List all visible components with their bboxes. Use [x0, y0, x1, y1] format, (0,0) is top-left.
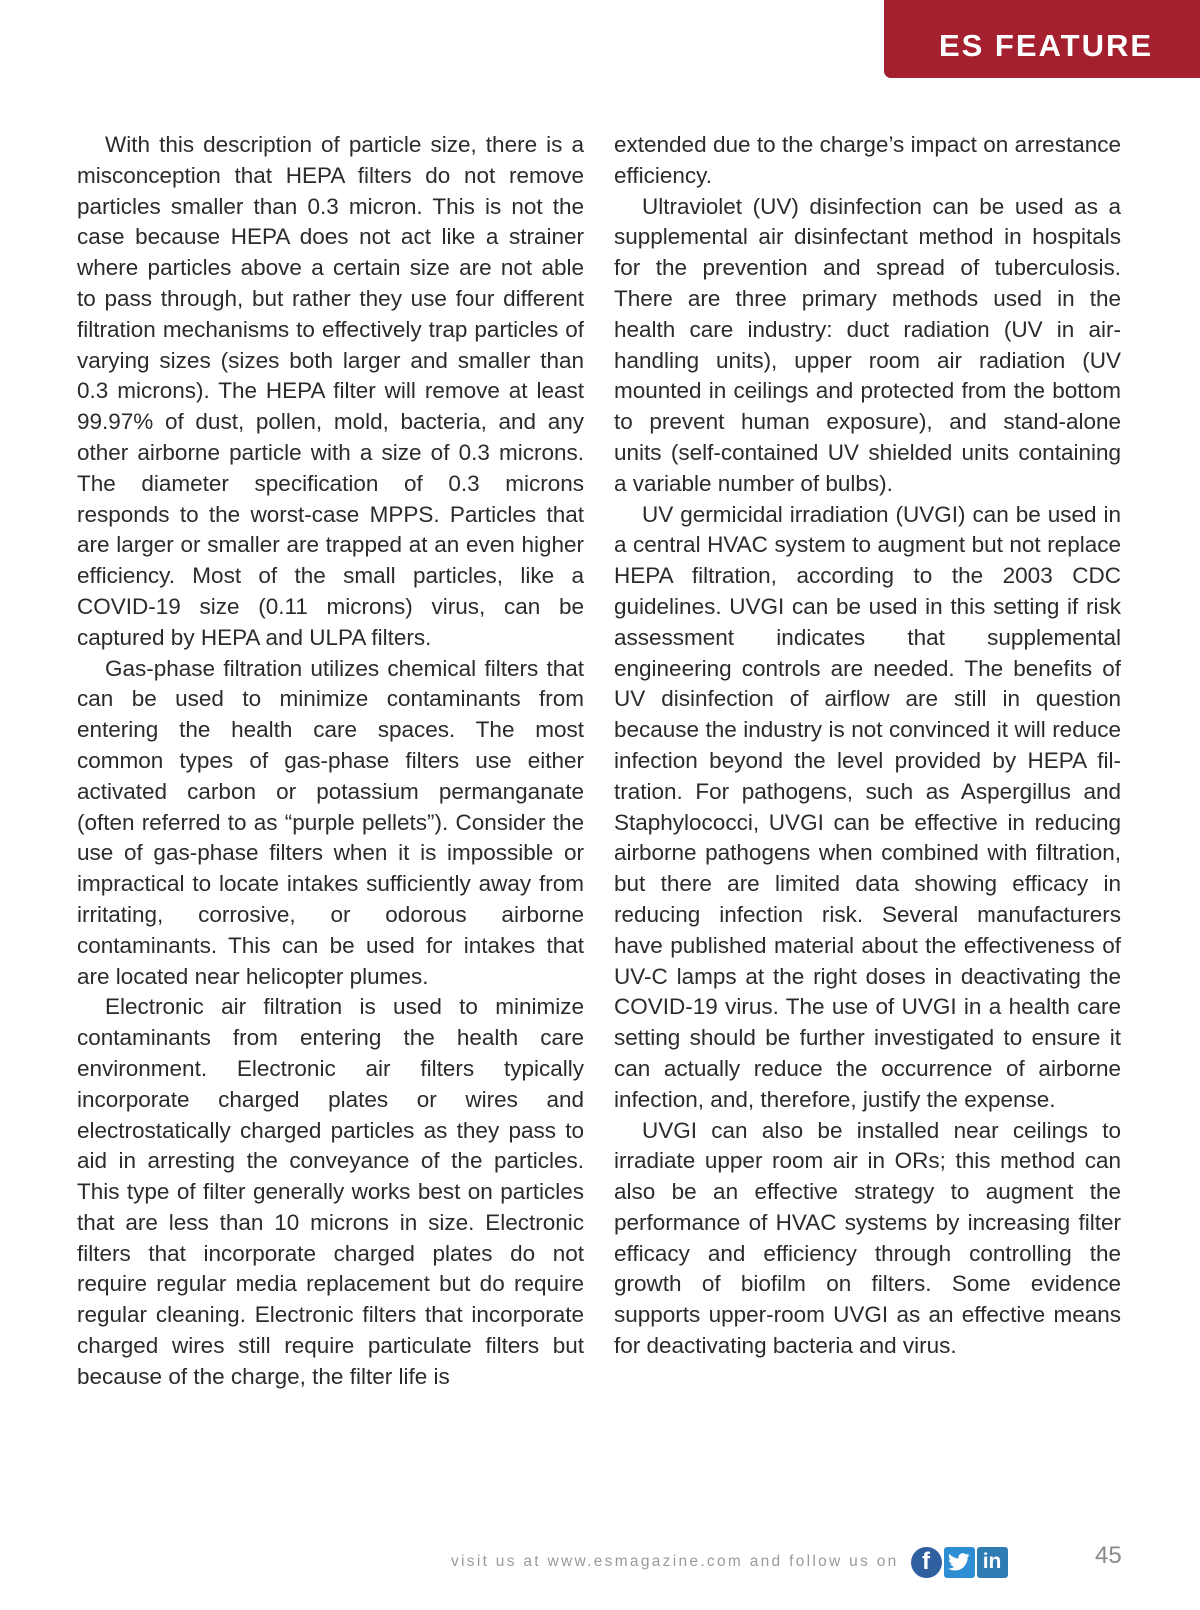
paragraph: Gas-phase filtration utilizes chemical filters that can be used to minimize contaminants from entering the health care spaces. The most common types of gas-phase filters use either activated carbon or potassium permanganate (often referred to as “purple pellets”). Consider the use of gas-phase filters when it is impossible or impractical to locate intakes sufficiently away from irritating, corrosive, or odorous airborne contaminants. This can be used for intakes that are located near helicopter plumes.: [77, 655, 584, 989]
right-column: [614, 130, 1121, 1362]
paragraph-continuation: extended due to the charge’s impact on arrestance efficiency.: [614, 132, 1121, 188]
linkedin-icon[interactable]: in: [977, 1547, 1008, 1578]
social-links: [911, 1547, 1010, 1578]
paragraph: UV germicidal irradiation (UVGI) can be used in a central HVAC system to augment but not replace HEPA filtration, according to the 2003 CDC guidelines. UVGI can be used in this setting if risk assessment indicates that supplemental engineering controls are needed. The benefits of UV disinfection of airflow are still in question because the industry is not convinced it will reduce infection beyond the level provided by HEPA filtration. For pathogens, such as Aspergillus and Staphylococci, UVGI can be effective in reducing airborne pathogens when combined with filtration, but there are limited data showing efficacy in reducing infection risk. Several manufacturers have published material about the effectiveness of UV-C lamps at the right doses in deactivating the COVID-19 virus. The use of UVGI in a health care setting should be further investigated to ensure it can actually reduce the occurrence of airborne infection, and, therefore, justify the expense.: [614, 501, 1121, 1112]
footer: [451, 1544, 1151, 1580]
footer-text: visit us at www.esmagazine.com and follow us on: [451, 1553, 899, 1570]
section-label: ES FEATURE: [938, 28, 1154, 63]
paragraph: Ultraviolet (UV) disinfection can be used as a supplemental air disinfectant method in hospitals for the prevention and spread of tuberculosis. There are three primary methods used in the health care industry: duct radiation (UV in air-handling units), upper room air radiation (UV mounted in ceilings and protected from the bottom to prevent human exposure), and stand-alone units (self-contained UV shielded units containing a variable number of bulbs).: [614, 193, 1121, 496]
twitter-icon[interactable]: [944, 1547, 975, 1578]
paragraph: With this description of particle size, there is a misconception that HEPA filters do not remove particles smaller than 0.3 micron. This is not the case because HEPA does not act like a strainer where particles above a certain size are not able to pass through, but rather they use four different filtration mechanisms to effectively trap particles of varying sizes (sizes both larger and smaller than 0.3 microns). The HEPA filter will remove at least 99.97% of dust, pollen, mold, bacteria, and any other airborne particle with a size of 0.3 microns. The diameter specification of 0.3 microns responds to the worst-case MPPS. Particles that are larger or smaller are trapped at an even higher efficiency. Most of the small particles, like a COVID-19 size (0.11 microns) virus, can be captured by HEPA and ULPA filters.: [77, 132, 584, 650]
section-header-tab: [884, 0, 1200, 78]
facebook-icon[interactable]: f: [911, 1547, 942, 1578]
paragraph: UVGI can also be installed near ceilings to irradiate upper room air in ORs; this method can also be an effective strategy to augment the performance of HVAC systems by increasing filter efficacy and efficiency through controlling the growth of biofilm on filters. Some evidence supports upper-room UVGI as an effective means for deactivating bacteria and virus.: [614, 1117, 1121, 1359]
paragraph: Electronic air filtration is used to minimize contaminants from entering the health care environment. Electronic air filters typically incorporate charged plates or wires and electrostatically charged particles as they pass to aid in arresting the conveyance of the particles. This type of filter generally works best on particles that are less than 10 microns in size. Electronic filters that incorporate charged plates do not require regular media replacement but do require regular cleaning. Electronic filters that incorporate charged wires still require particulate filters but because of the charge, the filter life is: [77, 994, 584, 1389]
page-number: 45: [1095, 1542, 1122, 1569]
left-column: [77, 130, 584, 1393]
